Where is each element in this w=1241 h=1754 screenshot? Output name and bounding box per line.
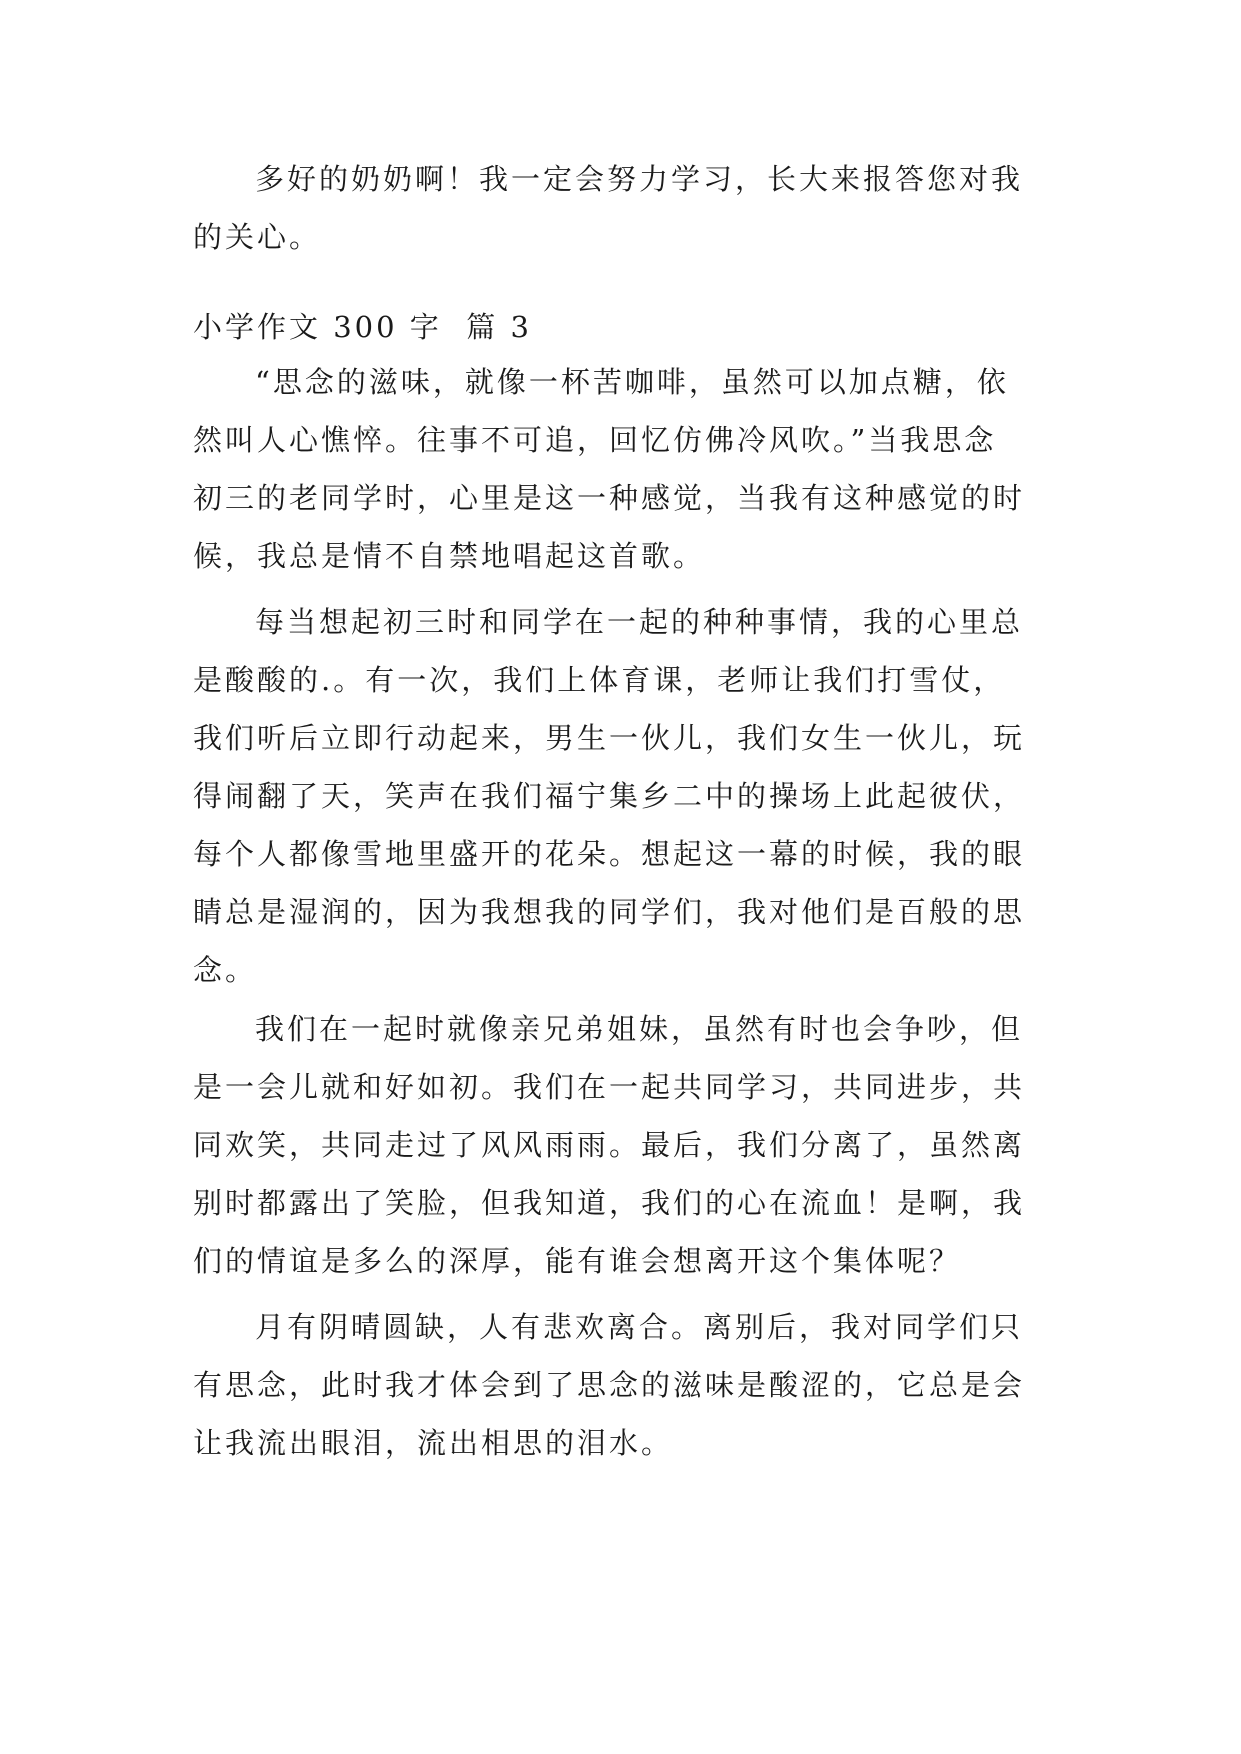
paragraph-line: 睛总是湿润的，因为我想我的同学们，我对他们是百般的思 (193, 895, 1026, 929)
paragraph-line: 每当想起初三时和同学在一起的种种事情，我的心里总 (255, 605, 1024, 639)
paragraph-closing (193, 150, 1053, 266)
paragraph-farewell (193, 1298, 1053, 1472)
paragraph-line: 让我流出眼泪，流出相思的泪水。 (193, 1426, 674, 1460)
paragraph-line: 我们在一起时就像亲兄弟姐妹，虽然有时也会争吵，但 (255, 1012, 1024, 1046)
paragraph-line: 得闹翻了天，笑声在我们福宁集乡二中的操场上此起彼伏， (193, 779, 1026, 813)
paragraph-line: 念。 (193, 953, 258, 987)
paragraph-line: 是一会儿就和好如初。我们在一起共同学习，共同进步，共 (193, 1070, 1026, 1104)
paragraph-line: 每个人都像雪地里盛开的花朵。想起这一幕的时候，我的眼 (193, 837, 1026, 871)
paragraph-memories (193, 593, 1053, 999)
paragraph-line: 别时都露出了笑脸，但我知道，我们的心在流血！是啊，我 (193, 1186, 1026, 1220)
paragraph-line: “思念的滋味，就像一杯苦咖啡，虽然可以加点糖，依 (255, 365, 1009, 399)
paragraph-line: 多好的奶奶啊！我一定会努力学习，长大来报答您对我 (255, 162, 1024, 196)
paragraph-line: 的关心。 (193, 220, 322, 254)
paragraph-line: 我们听后立即行动起来，男生一伙儿，我们女生一伙儿，玩 (193, 721, 1026, 755)
paragraph-line: 月有阴晴圆缺，人有悲欢离合。离别后，我对同学们只 (255, 1310, 1024, 1344)
section-heading (193, 298, 1053, 356)
paragraph-line: 候，我总是情不自禁地唱起这首歌。 (193, 539, 706, 573)
paragraph-line: 们的情谊是多么的深厚，能有谁会想离开这个集体呢？ (193, 1244, 962, 1278)
paragraph-line: 然叫人心憔悴。往事不可追，回忆仿佛冷风吹。”当我思念 (193, 423, 997, 457)
section-heading-text: 小学作文 300 字 篇 3 (193, 310, 532, 344)
paragraph-song-quote (193, 353, 1053, 585)
paragraph-line: 有思念，此时我才体会到了思念的滋味是酸涩的，它总是会 (193, 1368, 1026, 1402)
paragraph-line: 初三的老同学时，心里是这一种感觉，当我有这种感觉的时 (193, 481, 1026, 515)
paragraph-siblings (193, 1000, 1053, 1290)
paragraph-line: 是酸酸的.。有一次，我们上体育课，老师让我们打雪仗， (193, 663, 1006, 697)
paragraph-line: 同欢笑，共同走过了风风雨雨。最后，我们分离了，虽然离 (193, 1128, 1026, 1162)
